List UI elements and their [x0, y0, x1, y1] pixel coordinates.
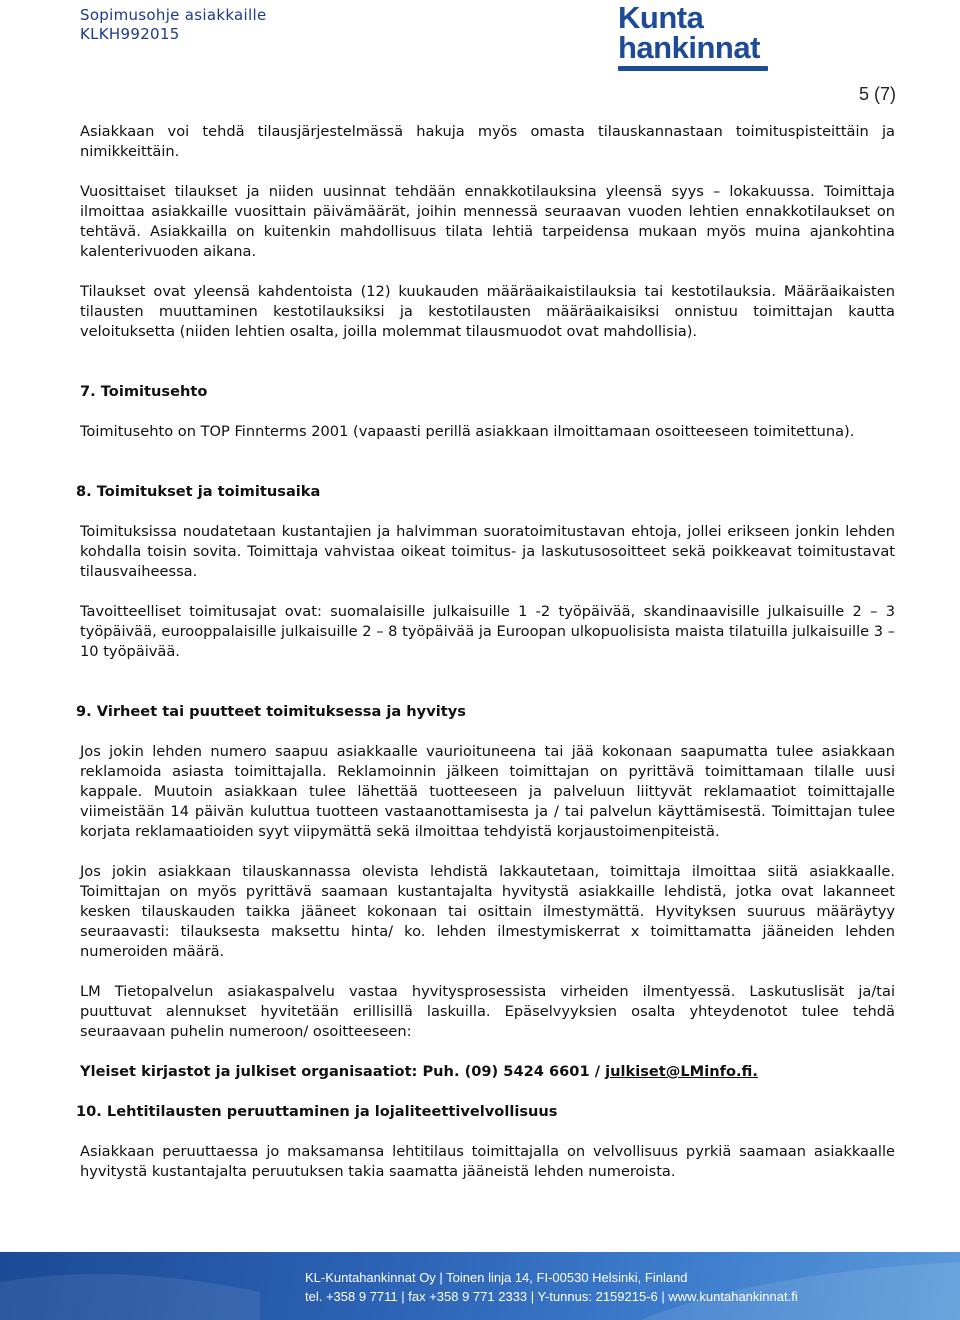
document-title: Sopimusohje asiakkaille [80, 6, 267, 24]
section-9-paragraph-2: Jos jokin asiakkaan tilauskannassa olevista lehdistä lakkautetaan, toimittaja ilmoittaa siitä asiakkaalle. Toimittajan on myös pyrittävä saamaan kustantajalta hyvitystä asiakkaille lehdistä, jotka ovat lakanneet kesken tilauskauden taikka jääneet kokonaan tai osittain ilmestymättä. Hyvityksen suuruus määräytyy seuraavasti: tilauksesta maksettu hinta/ ko. lehden ilmestymiskerrat x toimittamatta jääneiden lehden numeroiden määrä. [80, 863, 895, 960]
section-8-paragraph-1: Toimituksissa noudatetaan kustantajien ja halvimman suoratoimitustavan ehtoja, jollei erikseen jonkin lehden kohdalla toisin sovita. Toimittaja vahvistaa oikeat toimitus- ja laskutusosoitteet sekä poikkeavat toimitustavat tilausvaiheessa. [80, 523, 895, 580]
section-7-paragraph: Toimitusehto on TOP Finnterms 2001 (vapaasti perillä asiakkaan ilmoittamaan osoitteeseen toimitettuna). [80, 423, 855, 440]
logo-word-hankinnat: hankinnat [618, 30, 760, 65]
section-10-heading: 10. Lehtitilausten peruuttaminen ja lojaliteettivelvollisuus [76, 1103, 558, 1120]
paragraph-annual-orders: Vuosittaiset tilaukset ja niiden uusinnat tehdään ennakkotilauksina yleensä syys – lokakuussa. Toimittaja ilmoittaa asiakkaille vuosittain päivämäärät, joihin mennessä seuraavan vuoden lehtien ennakkotilaukset on tehtävä. Asiakkailla on kuitenkin mahdollisuus tilata lehtiä tarpeidensa mukaan myös muina ajankohtina kalenterivuoden aikana. [80, 183, 895, 260]
footer-address: KL-Kuntahankinnat Oy | Toinen linja 14, FI-00530 Helsinki, Finland [305, 1270, 688, 1285]
contact-email-link[interactable]: julkiset@LMinfo.fi. [605, 1063, 758, 1080]
contact-line [80, 1062, 895, 1082]
paragraph-search: Asiakkaan voi tehdä tilausjärjestelmässä hakuja myös omasta tilauskannastaan toimituspisteittäin ja nimikkeittäin. [80, 123, 895, 160]
section-9-heading: 9. Virheet tai puutteet toimituksessa ja hyvitys [76, 703, 466, 720]
paragraph-order-types: Tilaukset ovat yleensä kahdentoista (12) kuukauden määräaikaistilauksia tai kestotilauksia. Määräaikaisten tilausten muuttaminen kestotilauksiksi ja kestotilausten määräaikaisiksi onnistuu toimittajan kautta veloituksetta (niiden lehtien osalta, joilla molemmat tilausmuodot ovat mahdollisia). [80, 283, 895, 340]
kuntahankinnat-logo [618, 0, 778, 72]
section-7-heading: 7. Toimitusehto [80, 383, 208, 400]
document-body [76, 122, 895, 1182]
contact-text: Yleiset kirjastot ja julkiset organisaatiot: Puh. (09) 5424 6601 / [80, 1063, 606, 1080]
page-footer [0, 1252, 960, 1320]
document-header [80, 6, 266, 44]
document-code: KLKH992015 [80, 25, 180, 43]
footer-phone-web: tel. +358 9 7711 | fax +358 9 771 2333 | Y-tunnus: 2159215-6 | www.kuntahankinnat.fi [305, 1289, 798, 1304]
section-9-paragraph-1: Jos jokin lehden numero saapuu asiakkaalle vaurioituneena tai jää kokonaan saapumatta tulee asiakkaan reklamoida asiasta toimittajalla. Reklamoinnin jälkeen toimittajan on pyrittävä toimittamaan tilalle uusi kappale. Muutoin asiakkaan tulee lähettää tuotteeseen ja palveluun liittyvät reklamaatiot toimittajalle viimeistään 14 päivän kuluttua tuotteen vastaanottamisesta ja / tai palvelun käyttämisestä. Toimittajan tulee korjata reklamaatioiden syyt viipymättä sekä ilmoittaa tehdyistä korjaustoimenpiteistä. [80, 743, 895, 840]
section-8-paragraph-2: Tavoitteelliset toimitusajat ovat: suomalaisille julkaisuille 1 -2 työpäivää, skandinaavisille julkaisuille 2 – 3 työpäivää, eurooppalaisille julkaisuille 2 – 8 työpäivää ja Euroopan ulkopuolisista maista tilatuilla julkaisuille 3 – 10 työpäivää. [80, 603, 895, 660]
logo-word-kunta: Kunta [618, 0, 704, 35]
section-10-paragraph: Asiakkaan peruuttaessa jo maksamansa lehtitilaus toimittajalla on velvollisuus pyrkiä saamaan asiakkaalle hyvitystä kustantajalta peruutuksen takia saamatta jääneistä lehden numeroista. [80, 1143, 895, 1180]
section-8-heading: 8. Toimitukset ja toimitusaika [76, 483, 321, 500]
section-9-paragraph-3: LM Tietopalvelun asiakaspalvelu vastaa hyvitysprosessista virheiden ilmentyessä. Laskutuslisät ja/tai puuttuvat alennukset hyvitetään erillisillä laskuilla. Epäselvyyksien osalta yhteydenotot tulee tehdä seuraavaan puhelin numeroon/ osoitteeseen: [80, 983, 895, 1040]
logo-underline [618, 66, 768, 71]
footer-contact [305, 1268, 798, 1306]
page-number: 5 (7) [858, 84, 896, 104]
